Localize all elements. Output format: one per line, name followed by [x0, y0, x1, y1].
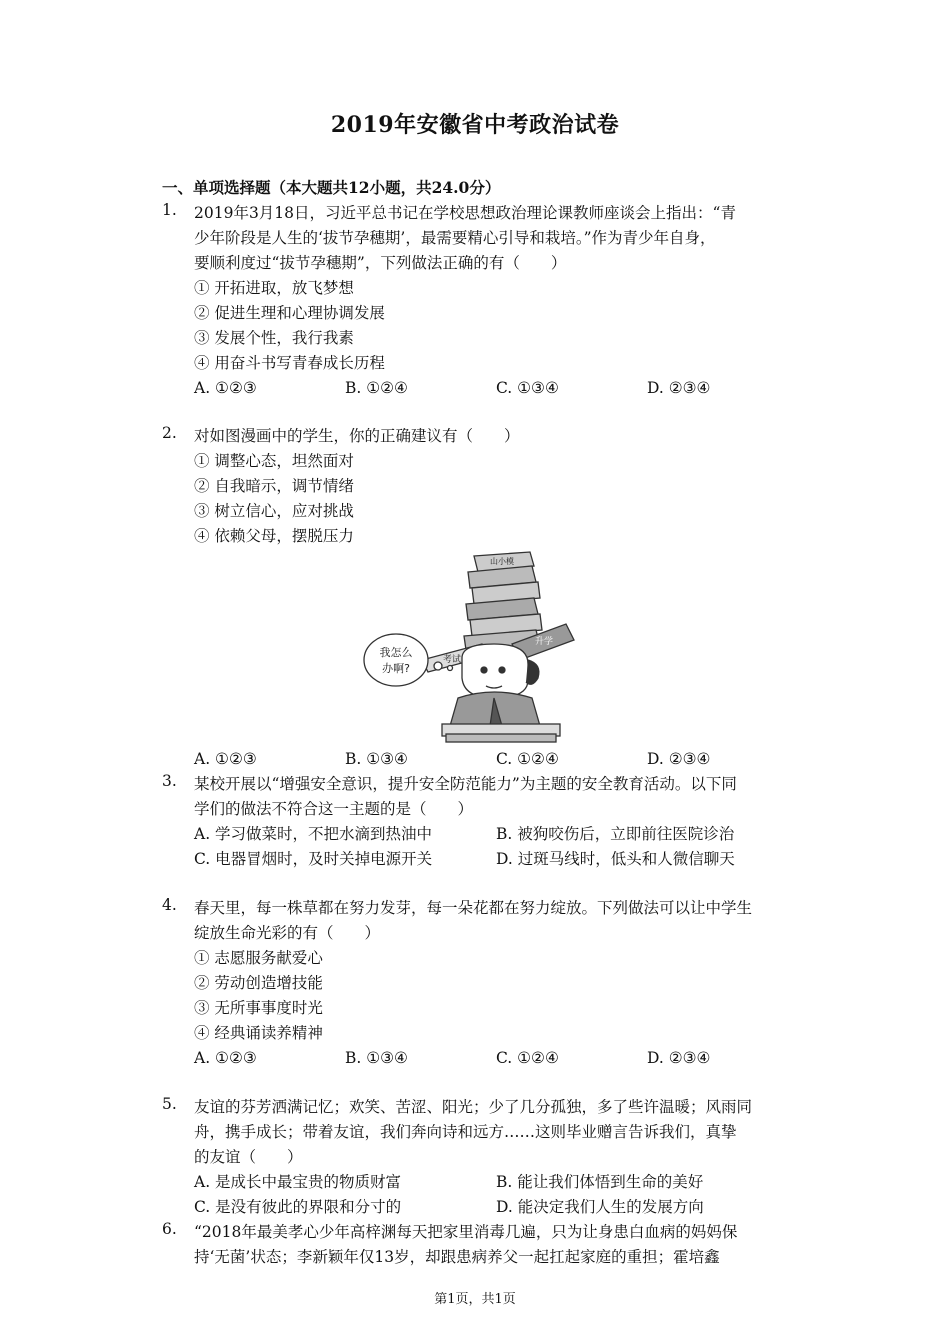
- comic-illustration: [362, 548, 588, 743]
- option-b[interactable]: B. ①③④: [345, 1049, 408, 1067]
- statement-3: ③ 树立信心，应对挑战: [194, 502, 354, 520]
- bubble-text-2: 办啊?: [382, 662, 410, 675]
- answer-options: [194, 747, 802, 772]
- option-d[interactable]: D. 能决定我们人生的发展方向: [496, 1198, 704, 1216]
- question-number: 1.: [162, 201, 177, 219]
- option-a[interactable]: A. ①②③: [194, 750, 257, 768]
- answer-options: [194, 1170, 802, 1195]
- question-line: 绽放生命光彩的有（ ）: [194, 924, 381, 942]
- question-number: 5.: [162, 1095, 177, 1113]
- book-label-exam: 考试: [442, 655, 462, 665]
- option-a[interactable]: A. ①②③: [194, 1049, 257, 1067]
- question-line: 学们的做法不符合这一主题的是（ ）: [194, 800, 474, 818]
- option-d[interactable]: D. ②③④: [647, 379, 711, 397]
- option-a[interactable]: A. ①②③: [194, 379, 257, 397]
- option-a[interactable]: A. 学习做菜时，不把水滴到热油中: [194, 825, 433, 843]
- question-4: [162, 896, 802, 1071]
- option-c[interactable]: C. ①②④: [496, 750, 559, 768]
- student-hair: [526, 660, 539, 684]
- option-d[interactable]: D. ②③④: [647, 750, 711, 768]
- statement-3: ③ 发展个性，我行我素: [194, 329, 354, 347]
- option-a[interactable]: A. 是成长中最宝贵的物质财富: [194, 1173, 402, 1191]
- question-line: 春天里，每一株草都在努力发芽，每一朵花都在努力绽放。下列做法可以让中学生: [194, 899, 753, 917]
- option-c[interactable]: C. ①②④: [496, 1049, 559, 1067]
- answer-options: [194, 376, 802, 401]
- statement-4: ④ 用奋斗书写青春成长历程: [194, 354, 385, 372]
- statement-1: ① 调整心态，坦然面对: [194, 452, 354, 470]
- exam-title: 2019年安徽省中考政治试卷: [330, 112, 620, 138]
- book-label-top: 山小模: [490, 557, 514, 566]
- answer-options: [194, 1046, 802, 1071]
- question-5: [162, 1095, 802, 1220]
- option-d[interactable]: D. ②③④: [647, 1049, 711, 1067]
- question-6: [162, 1220, 802, 1270]
- option-d[interactable]: D. 过斑马线时，低头和人微信聊天: [496, 850, 735, 868]
- statement-1: ① 开拓进取，放飞梦想: [194, 279, 354, 297]
- question-line: 舟，携手成长；带着友谊，我们奔向诗和远方……这则毕业赠言告诉我们，真挚: [194, 1123, 737, 1141]
- statement-2: ② 劳动创造增技能: [194, 974, 323, 992]
- option-b[interactable]: B. ①③④: [345, 750, 408, 768]
- option-c[interactable]: C. 是没有彼此的界限和分寸的: [194, 1198, 402, 1216]
- question-line: 2019年3月18日，习近平总书记在学校思想政治理论课教师座谈会上指出：“青: [194, 204, 736, 222]
- bubble-text-1: 我怎么: [379, 646, 413, 659]
- statement-3: ③ 无所事事度时光: [194, 999, 323, 1017]
- question-1: [162, 201, 802, 401]
- book-label-school: 升学: [534, 637, 554, 647]
- answer-options: [194, 1195, 802, 1220]
- question-line: “2018年最美孝心少年高梓渊每天把家里消毒几遍，只为让身患白血病的妈妈保: [194, 1223, 738, 1241]
- student-head: [462, 644, 528, 698]
- statement-2: ② 促进生理和心理协调发展: [194, 304, 385, 322]
- thought-bubble: [364, 634, 428, 686]
- student-eye: [499, 667, 505, 673]
- answer-options: [194, 847, 802, 872]
- question-line: 友谊的芬芳洒满记忆；欢笑、苦涩、阳光；少了几分孤独，多了些许温暖；风雨同: [194, 1098, 753, 1116]
- question-number: 4.: [162, 896, 177, 914]
- page-footer: 第1页，共1页: [434, 1292, 516, 1307]
- statement-4: ④ 依赖父母，摆脱压力: [194, 527, 354, 545]
- student-eye: [481, 667, 487, 673]
- answer-options: [194, 822, 802, 847]
- section-heading: 一、单项选择题（本大题共12小题，共24.0分）: [162, 178, 501, 197]
- book-stack: [464, 552, 542, 650]
- option-c[interactable]: C. 电器冒烟时，及时关掉电源开关: [194, 850, 433, 868]
- statement-4: ④ 经典诵读养精神: [194, 1024, 323, 1042]
- question-line: 某校开展以“增强安全意识，提升安全防范能力”为主题的安全教育活动。以下同: [194, 775, 737, 793]
- question-number: 6.: [162, 1220, 177, 1238]
- bubble-dot: [434, 662, 442, 670]
- bubble-dot: [448, 666, 453, 671]
- option-b[interactable]: B. ①②④: [345, 379, 408, 397]
- option-c[interactable]: C. ①③④: [496, 379, 559, 397]
- option-b[interactable]: B. 被狗咬伤后，立即前往医院诊治: [496, 825, 735, 843]
- desk-base: [446, 734, 556, 742]
- question-line: 对如图漫画中的学生，你的正确建议有（ ）: [194, 427, 520, 445]
- option-b[interactable]: B. 能让我们体悟到生命的美好: [496, 1173, 704, 1191]
- statement-1: ① 志愿服务献爱心: [194, 949, 323, 967]
- question-2-options: [162, 747, 802, 772]
- question-line: 持‘无菌’状态；李新颖年仅13岁，却跟患病养父一起扛起家庭的重担；霍培鑫: [194, 1248, 720, 1266]
- question-line: 的友谊（ ）: [194, 1148, 303, 1166]
- question-line: 要顺利度过“拔节孕穗期”，下列做法正确的有（ ）: [194, 254, 567, 272]
- question-number: 2.: [162, 424, 177, 442]
- question-2: [162, 424, 802, 549]
- statement-2: ② 自我暗示，调节情绪: [194, 477, 354, 495]
- question-number: 3.: [162, 772, 177, 790]
- question-3: [162, 772, 802, 872]
- question-line: 少年阶段是人生的‘拔节孕穗期’，最需要精心引导和栽培。”作为青少年自身，: [194, 229, 716, 247]
